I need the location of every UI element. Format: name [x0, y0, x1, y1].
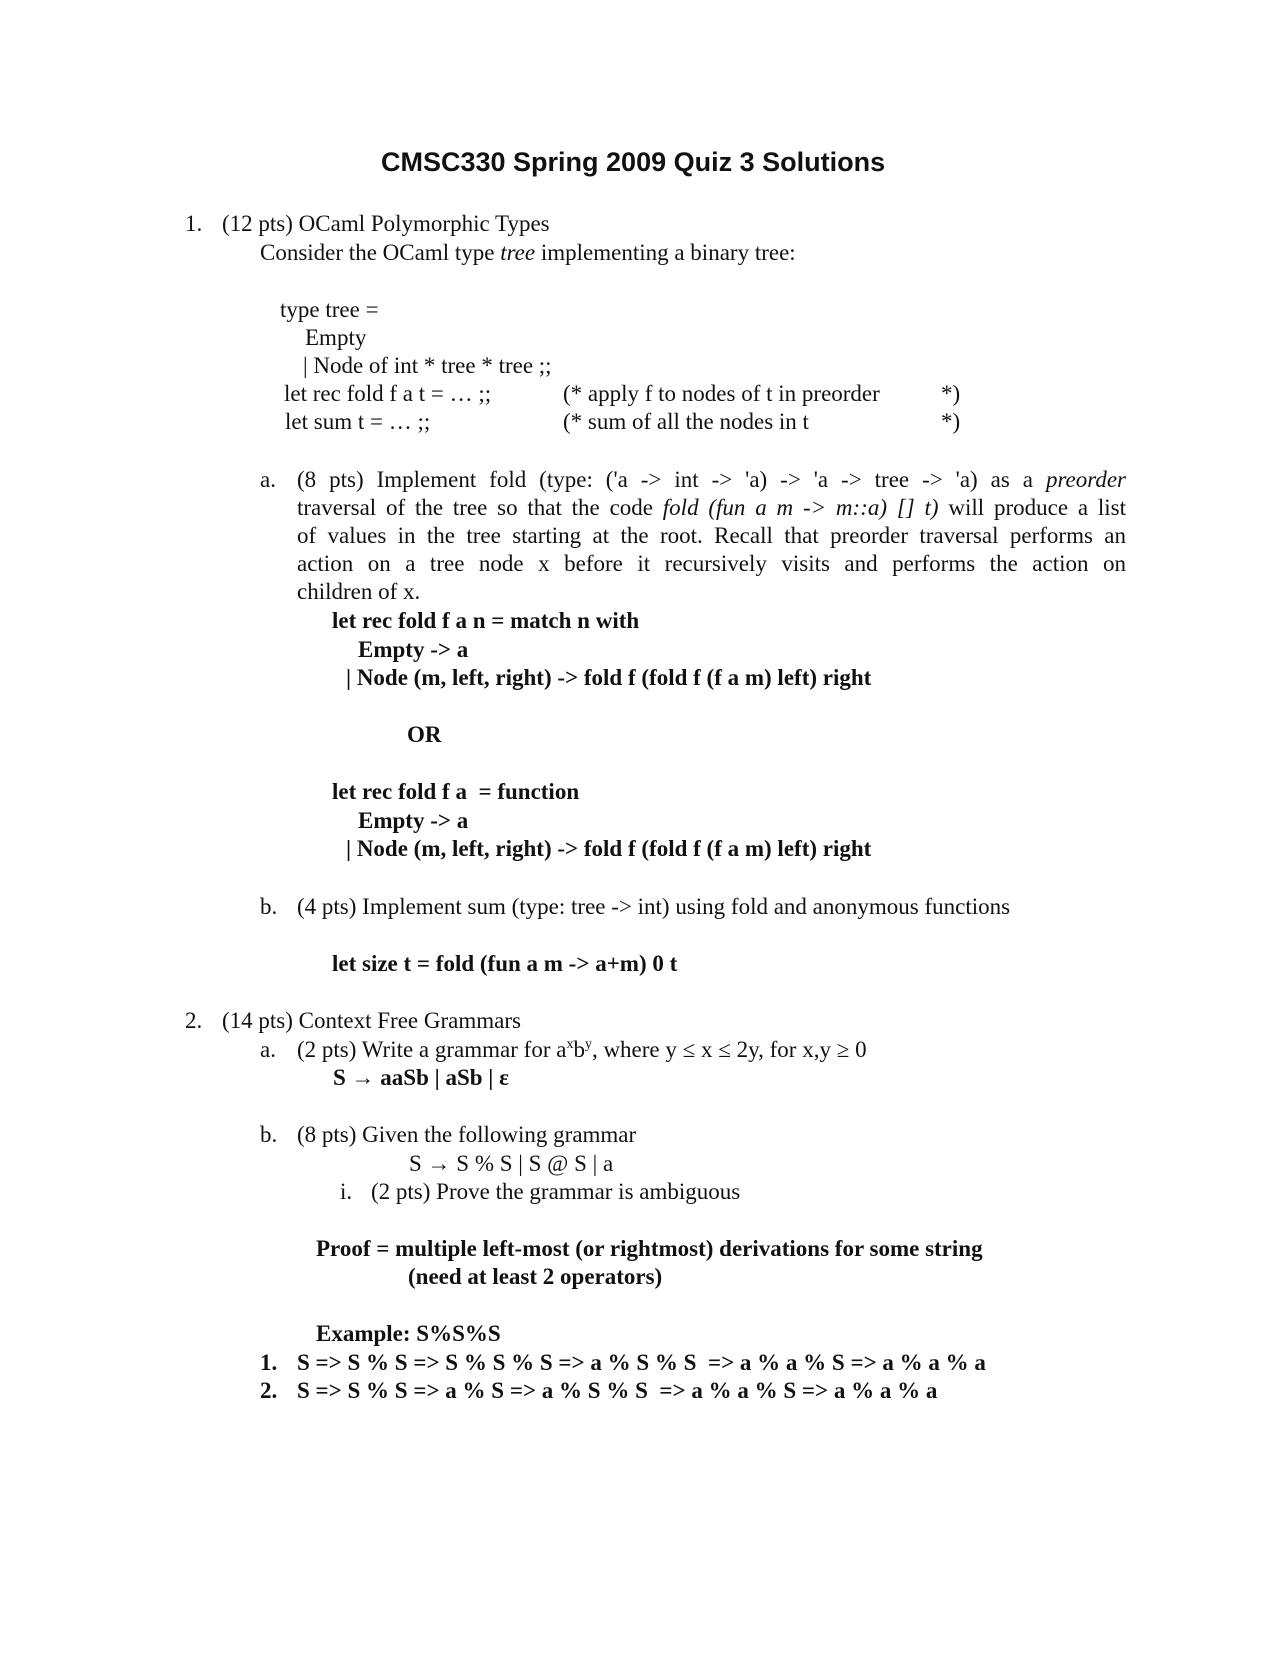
- q1b-label: b.: [260, 894, 278, 919]
- q2b-proof-line1: Proof = multiple left-most (or rightmost) derivations for some string: [316, 1236, 983, 1261]
- q2b-example: Example: S%S%S: [316, 1321, 501, 1346]
- q1b-text: (4 pts) Implement sum (type: tree -> int) using fold and anonymous functions: [297, 894, 1011, 919]
- q1a-solution2-line3: | Node (m, left, right) -> fold f (fold f (f a m) left) right: [346, 836, 872, 861]
- q1a-solution2-line1: let rec fold f a = function: [332, 779, 580, 804]
- q2a-superscript-y: y: [584, 1037, 592, 1052]
- q1-heading: (12 pts) OCaml Polymorphic Types: [222, 211, 550, 236]
- q2b-text: (8 pts) Given the following grammar: [297, 1122, 637, 1147]
- q2a-answer: S → aaSb | aSb | ε: [333, 1065, 509, 1090]
- q1-intro-post: implementing a binary tree:: [535, 240, 796, 265]
- code-sum-comment: (* sum of all the nodes in t: [563, 409, 809, 434]
- q2a-label: a.: [260, 1037, 276, 1062]
- q1a-or: OR: [407, 722, 442, 747]
- q2b-i-text: (2 pts) Prove the grammar is ambiguous: [371, 1179, 741, 1204]
- q1a-line2-text: traversal of the tree so that the code: [297, 495, 653, 520]
- q2a-text-mid: b: [573, 1037, 585, 1062]
- code-type-decl: type tree =: [280, 297, 379, 322]
- code-empty: Empty: [305, 325, 367, 350]
- code-node: | Node of int * tree * tree ;;: [303, 353, 552, 378]
- q2b-grammar: S → S % S | S @ S | a: [409, 1151, 614, 1176]
- q1a-label: a.: [260, 467, 276, 492]
- page-title: CMSC330 Spring 2009 Quiz 3 Solutions: [381, 147, 886, 177]
- q2a-text-pre: (2 pts) Write a grammar for a: [297, 1037, 567, 1062]
- q1a-line4: action on a tree node x before it recursively visits and performs the action on: [297, 551, 1126, 576]
- code-fold-decl: let rec fold f a t = … ;;: [284, 381, 492, 406]
- q1a-line2: [297, 494, 1126, 522]
- q2b-derivation1: S => S % S => S % S % S => a % S % S => a % a % S => a % a % a: [297, 1350, 986, 1375]
- q2b-derivation2-number: 2.: [260, 1378, 278, 1403]
- q1a-line1: [297, 466, 1126, 494]
- q1-intro: [260, 239, 796, 267]
- code-fold-comment: (* apply f to nodes of t in preorder: [563, 381, 880, 406]
- q2b-derivation1-number: 1.: [260, 1350, 278, 1375]
- q1a-line3: of values in the tree starting at the root. Recall that preorder traversal performs an: [297, 523, 1126, 548]
- q1a-solution2-line2: Empty -> a: [358, 808, 469, 833]
- code-fold-comment-close: *): [941, 381, 961, 406]
- q2-heading: (14 pts) Context Free Grammars: [222, 1008, 521, 1033]
- q2a-text: [297, 1036, 867, 1064]
- q1a-solution1-line3: | Node (m, left, right) -> fold f (fold f (f a m) left) right: [346, 665, 872, 690]
- q1-intro-emphasis: tree: [500, 240, 536, 265]
- q1a-line1-emphasis: preorder: [1045, 467, 1126, 492]
- q1-intro-pre: Consider the OCaml type: [260, 240, 501, 265]
- q2a-text-post: , where y ≤ x ≤ 2y, for x,y ≥ 0: [591, 1037, 867, 1062]
- q2b-proof-line2: (need at least 2 operators): [408, 1264, 663, 1289]
- q2b-derivation2: S => S % S => a % S => a % S % S => a % a % S => a % a % a: [297, 1378, 938, 1403]
- q1-number: 1.: [185, 211, 203, 236]
- q1a-line2-emphasis: fold (fun a m -> m::a) [] t): [662, 495, 939, 520]
- q1b-answer: let size t = fold (fun a m -> a+m) 0 t: [332, 951, 678, 976]
- q2a-superscript-x: x: [566, 1037, 574, 1052]
- code-sum-decl: let sum t = … ;;: [285, 409, 431, 434]
- q2-number: 2.: [185, 1008, 203, 1033]
- q1a-solution1-line1: let rec fold f a n = match n with: [332, 608, 640, 633]
- q1a-line1-text: (8 pts) Implement fold (type: ('a -> int -> 'a) -> 'a -> tree -> 'a) as a: [297, 467, 1033, 492]
- q1a-solution1-line2: Empty -> a: [358, 637, 469, 662]
- q1a-line5: children of x.: [297, 579, 421, 604]
- q1a-line2-post: will produce a list: [938, 495, 1126, 520]
- code-sum-comment-close: *): [941, 409, 961, 434]
- q2b-i-label: i.: [340, 1179, 353, 1204]
- q2b-label: b.: [260, 1122, 278, 1147]
